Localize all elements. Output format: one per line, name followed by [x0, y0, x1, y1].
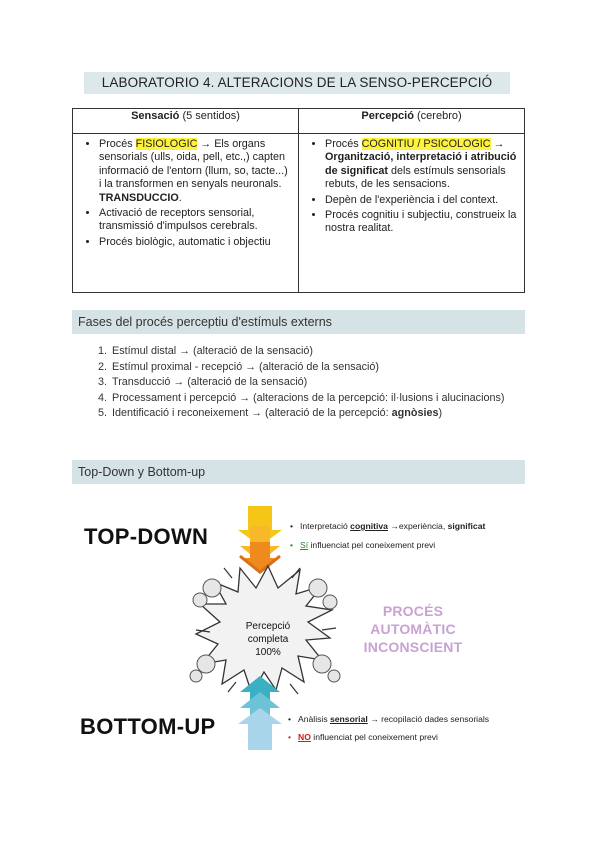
- burst-label: Percepció completa 100%: [245, 621, 291, 658]
- list-item: • Procés cognitiu i subjectiu, construeix la nostra realitat.: [325, 209, 518, 236]
- list-item: 1. Estímul distal → (alteració de la sensació): [110, 344, 550, 360]
- list-item: • Activació de receptors sensorial, transmissió d'impulsos cerebrals.: [99, 207, 292, 234]
- list-item: • Depèn de l'experiència i del context.: [325, 194, 518, 207]
- list-item: 4. Processament i percepció → (alteracions de la percepció: il·lusions i alucinacions): [110, 391, 550, 407]
- bottom-up-label: BOTTOM-UP: [80, 714, 216, 739]
- list-item: • Procés biològic, automatic i objectiu: [99, 236, 292, 249]
- page-title: LABORATORIO 4. ALTERACIONS DE LA SENSO-PERCEPCIÓ: [101, 75, 493, 90]
- section-heading-topdown: Top-Down y Bottom-up: [72, 460, 525, 484]
- table-header-sensation: Sensació (5 sentidos): [73, 109, 299, 134]
- section-heading-phases: Fases del procés perceptiu d'estímuls externs: [72, 310, 525, 334]
- automatic-process-label: PROCÉS AUTOMÀTIC INCONSCIENT: [363, 603, 463, 655]
- table-header-perception: Percepció (cerebro): [299, 109, 525, 134]
- top-down-note-1: • Interpretació cognitiva →experiència, significat: [290, 521, 486, 531]
- bottom-up-note-1: • Anàlisis sensorial → recopilació dades sensorials: [288, 714, 490, 724]
- top-down-label: TOP-DOWN: [84, 524, 209, 549]
- list-item: • Procés FISIOLOGIC → Els organs sensorials (ulls, oida, pell, etc.,) capten informació de l'entorn (llum, so, tacte...) i la transformen en senyals neuronals. TRANSDUCCIO.: [99, 138, 292, 205]
- bottom-up-note-2: • NO influenciat pel coneixement previ: [288, 732, 438, 742]
- list-item: 2. Estímul proximal - recepció → (alteració de la sensació): [110, 360, 550, 376]
- list-item: 3. Transducció → (alteració de la sensació): [110, 375, 550, 391]
- list-item: 5. Identificació i reconeixement → (alteració de la percepció: agnòsies): [110, 406, 550, 422]
- down-arrow-icon: [238, 506, 282, 574]
- list-item: • Procés COGNITIU / PSICOLOGIC → Organització, interpretació i atribució de significat dels estímuls sensorials rebuts, de les sensacions.: [325, 138, 518, 192]
- top-down-note-2: • Sí influenciat pel coneixement previ: [290, 540, 436, 550]
